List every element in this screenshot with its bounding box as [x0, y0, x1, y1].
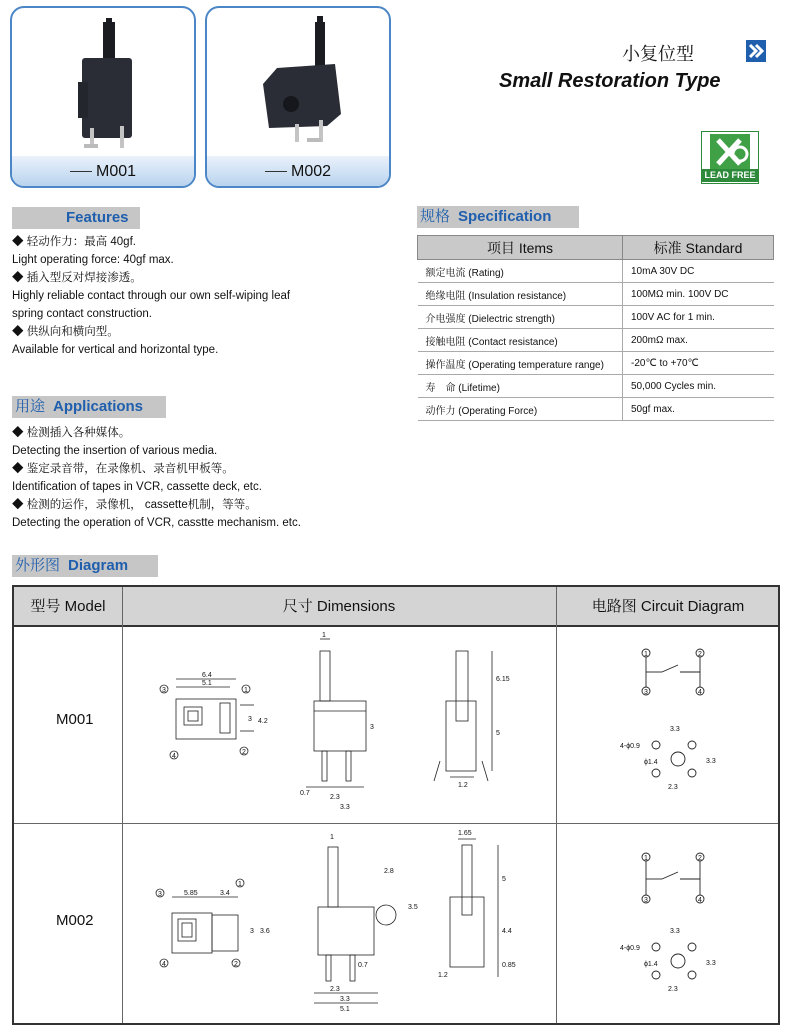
table-row: 介电强度 (Dielectric strength) 100V AC for 1 min.: [418, 306, 774, 329]
features-text: ◆ 轻动作力：最高 40gf. Light operating force: 40gf max. ◆ 插入型反对焊接渗透。 Highly reliable contact through our own self-wiping leaf spring contact construction. ◆ 供纵向和横向型。 Available for vertical and horizontal type.: [12, 236, 291, 356]
table-row: 动作力 (Operating Force) 50gf max.: [418, 398, 774, 421]
m001-dimension-drawing: [124, 631, 554, 821]
svg-text:4: 4: [698, 897, 702, 904]
svg-text:1: 1: [644, 651, 648, 658]
table-row: 操作温度 (Operating temperature range) -20℃ to +70℃: [418, 352, 774, 375]
lead-free-badge: [701, 131, 759, 184]
svg-text:4: 4: [172, 753, 176, 760]
col-dimensions: 尺寸 Dimensions: [282, 598, 396, 615]
svg-text:3: 3: [162, 687, 166, 694]
title-en: Small Restoration Type: [499, 70, 721, 92]
dim-label: 3.4: [220, 890, 230, 897]
dim-label: 0.7: [358, 962, 368, 969]
table-row: 额定电流 (Rating) 10mA 30V DC: [418, 260, 774, 283]
applications-heading: 用途 Applications: [12, 396, 166, 418]
svg-text:1: 1: [244, 687, 248, 694]
product-card-m001: [10, 6, 196, 188]
dim-label: 3.5: [408, 904, 418, 911]
dim-label: 3.3: [340, 996, 350, 1003]
diagram-table-header: [14, 587, 778, 627]
m001-product-image: [12, 8, 196, 158]
dim-label: 5.85: [184, 890, 198, 897]
svg-text:2: 2: [698, 651, 702, 658]
circuit-label: 4-ϕ0.9: [620, 743, 640, 750]
circuit-label: 3.3: [706, 960, 716, 967]
svg-text:2: 2: [698, 855, 702, 862]
product-card-m002: [205, 6, 391, 188]
dim-label: 5: [496, 730, 500, 737]
svg-text:4: 4: [698, 689, 702, 696]
svg-text:1: 1: [238, 881, 242, 888]
svg-text:2: 2: [242, 749, 246, 756]
m002-product-image: [207, 8, 391, 158]
model-m001: M001: [56, 711, 94, 728]
dim-label: 0.85: [502, 962, 516, 969]
dim-label: 0.7: [300, 790, 310, 797]
m002-dimension-drawing: [124, 827, 554, 1023]
dim-label: 4.2: [258, 718, 268, 725]
model-m002: M002: [56, 912, 94, 929]
col-model: 型号 Model: [30, 598, 106, 615]
col-circuit: 电路图 Circuit Diagram: [591, 598, 745, 615]
dim-label: 5.1: [202, 680, 212, 687]
product-label: M002: [207, 163, 389, 181]
dim-label: 6.15: [496, 676, 510, 683]
svg-text:2: 2: [234, 961, 238, 968]
dim-label: 1.2: [438, 972, 448, 979]
dim-label: 2.3: [330, 986, 340, 993]
svg-text:3: 3: [644, 897, 648, 904]
table-row: 寿 命 (Lifetime) 50,000 Cycles min.: [418, 375, 774, 398]
dim-label: 2.8: [384, 868, 394, 875]
chevron-right-icon: [746, 40, 766, 62]
svg-text:1: 1: [644, 855, 648, 862]
features-heading: Features: [12, 207, 140, 229]
circuit-label: 3.3: [670, 928, 680, 935]
circuit-label: 2.3: [668, 784, 678, 791]
circuit-label: 4-ϕ0.9: [620, 945, 640, 952]
circuit-label: ϕ1.4: [644, 961, 658, 968]
svg-text:4: 4: [162, 961, 166, 968]
diagram-table: [12, 585, 780, 1025]
title-cn: 小复位型: [622, 44, 694, 65]
dim-label: 1.2: [458, 782, 468, 789]
lead-free-text: LEAD FREE: [702, 169, 758, 182]
m002-circuit-diagram: [558, 827, 780, 1017]
lead-free-icon: [710, 134, 750, 170]
dim-label: 6.4: [202, 672, 212, 679]
col-standard: 标准 Standard: [623, 236, 774, 260]
dim-label: 1: [322, 632, 326, 639]
svg-text:3: 3: [644, 689, 648, 696]
dim-label: 3.3: [340, 804, 350, 811]
circuit-label: 3.3: [670, 726, 680, 733]
dim-label: 4.4: [502, 928, 512, 935]
diagram-heading: 外形图 Diagram: [12, 555, 158, 577]
applications-text: ◆ 检测插入各种媒体。 Detecting the insertion of various media. ◆ 鉴定录音带，在录像机、录音机甲板等。 Identification of tapes in VCR, cassette deck, etc. ◆ 检测的运作，录像机， cassette机制，等等。 Detecting the operation of VCR, casstte mechanism. etc.: [12, 427, 301, 529]
dim-label: 1: [330, 834, 334, 841]
circuit-label: 3.3: [706, 758, 716, 765]
table-row: 接触电阻 (Contact resistance) 200mΩ max.: [418, 329, 774, 352]
dim-label: 5.1: [340, 1006, 350, 1013]
dim-label: 3.6: [260, 928, 270, 935]
dim-label: 3: [370, 724, 374, 731]
specification-heading: 规格 Specification: [417, 206, 579, 228]
table-row: 绝缘电阻 (Insulation resistance) 100MΩ min. 100V DC: [418, 283, 774, 306]
dim-label: 3: [250, 928, 254, 935]
dim-label: 1.65: [458, 830, 472, 837]
svg-text:3: 3: [158, 891, 162, 898]
m001-circuit-diagram: [558, 631, 780, 821]
circuit-label: ϕ1.4: [644, 759, 658, 766]
dim-label: 5: [502, 876, 506, 883]
product-label: M001: [12, 163, 194, 181]
dim-label: 3: [248, 716, 252, 723]
col-items: 项目 Items: [418, 236, 623, 260]
circuit-label: 2.3: [668, 986, 678, 993]
dim-label: 2.3: [330, 794, 340, 801]
spec-table: [417, 235, 774, 421]
